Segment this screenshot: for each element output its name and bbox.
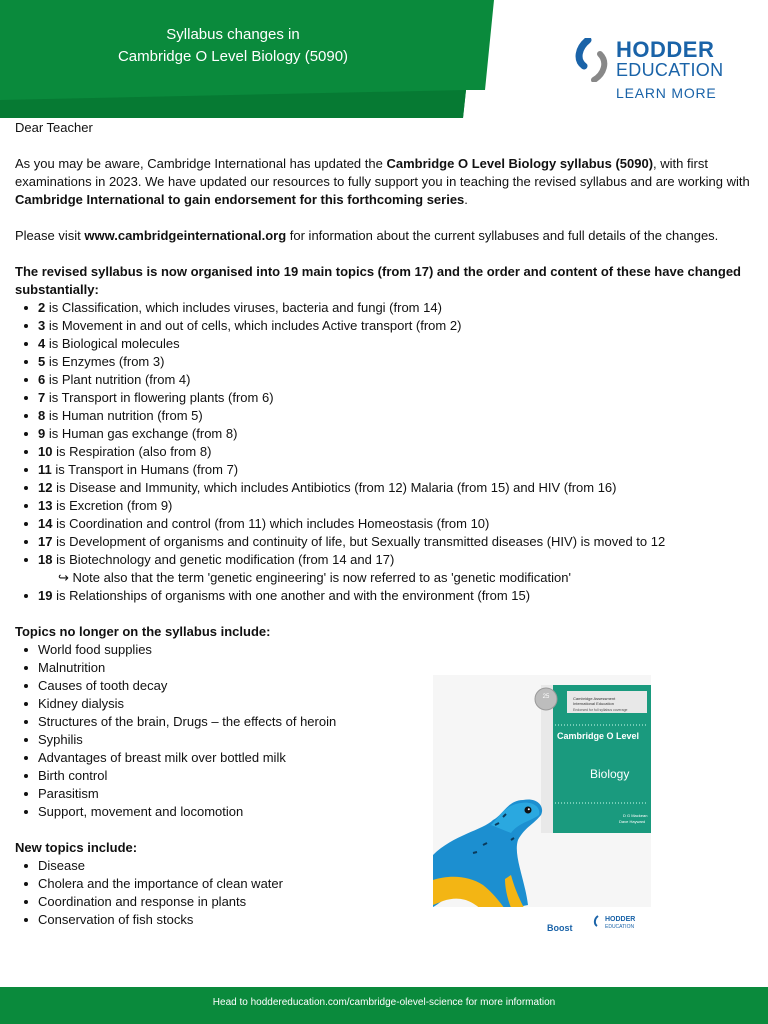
revised-heading: The revised syllabus is now organised into 19 main topics (from 17) and the order and content of these have changed substantially: bbox=[15, 264, 741, 297]
list-item: 10 is Respiration (also from 8) bbox=[15, 443, 755, 461]
footer-bar bbox=[0, 987, 768, 1024]
note-item: ↪ Note also that the term 'genetic engineering' is now referred to as 'genetic modification' bbox=[58, 570, 571, 585]
author-1: D G Mackean bbox=[623, 813, 648, 818]
footer-link[interactable]: Head to hoddereducation.com/cambridge-olevel-science for more information bbox=[212, 997, 556, 1008]
list-item: Birth control bbox=[15, 767, 755, 785]
endorsed-text: Endorsed for full syllabus coverage bbox=[573, 708, 628, 712]
website-link[interactable]: www.cambridgeinternational.org bbox=[84, 228, 287, 243]
list-item: 3 is Movement in and out of cells, which includes Active transport (from 2) bbox=[15, 317, 755, 335]
arrow-icon: ↪ bbox=[58, 570, 69, 585]
list-item: 8 is Human nutrition (from 5) bbox=[15, 407, 755, 425]
badge-text: 25 bbox=[542, 694, 550, 700]
title-line-2: Cambridge O Level Biology (5090) bbox=[117, 48, 349, 65]
list-item: 11 is Transport in Humans (from 7) bbox=[15, 461, 755, 479]
list-item: Conservation of fish stocks bbox=[15, 911, 755, 929]
book-publisher-2: EDUCATION bbox=[605, 924, 635, 930]
list-item: Malnutrition bbox=[15, 659, 755, 677]
list-item: Causes of tooth decay bbox=[15, 677, 755, 695]
list-item: 18 is Biotechnology and genetic modification (from 14 and 17) bbox=[15, 551, 755, 569]
list-item: 5 is Enzymes (from 3) bbox=[15, 353, 755, 371]
book-subject-title: Biology bbox=[590, 767, 630, 781]
list-item: 6 is Plant nutrition (from 4) bbox=[15, 371, 755, 389]
list-item: Advantages of breast milk over bottled milk bbox=[15, 749, 755, 767]
book-publisher-1: HODDER bbox=[605, 916, 636, 923]
logo-learn-more: LEARN MORE bbox=[616, 85, 717, 101]
visit-paragraph: Please visit www.cambridgeinternational.org for information about the current syllabuses and full details of the changes. bbox=[15, 228, 719, 243]
hodder-education-logo[interactable] bbox=[574, 38, 734, 104]
logo-word-hodder: HODDER bbox=[616, 37, 715, 62]
list-item: 12 is Disease and Immunity, which includes Antibiotics (from 12) Malaria (from 15) and HIV (from 16) bbox=[15, 479, 755, 497]
board-line-1: Cambridge Assessment bbox=[573, 696, 616, 701]
book-cover-graphic bbox=[433, 675, 651, 937]
list-item: World food supplies bbox=[15, 641, 755, 659]
salutation: Dear Teacher bbox=[15, 120, 93, 135]
list-item: 14 is Coordination and control (from 11) which includes Homeostasis (from 10) bbox=[15, 515, 755, 533]
list-item: 4 is Biological molecules bbox=[15, 335, 755, 353]
list-item: 9 is Human gas exchange (from 8) bbox=[15, 425, 755, 443]
page-title bbox=[0, 24, 466, 68]
list-item: Disease bbox=[15, 857, 755, 875]
list-item: Cholera and the importance of clean water bbox=[15, 875, 755, 893]
logo-word-education: EDUCATION bbox=[616, 60, 724, 80]
boost-logo-text: Boost bbox=[547, 923, 573, 933]
list-item: Syphilis bbox=[15, 731, 755, 749]
author-2: Dave Hayward bbox=[619, 819, 646, 824]
list-item: 2 is Classification, which includes viruses, bacteria and fungi (from 14) bbox=[15, 299, 755, 317]
hodder-logo-icon bbox=[574, 38, 612, 82]
title-line-1: Syllabus changes in bbox=[166, 26, 300, 43]
list-item: Coordination and response in plants bbox=[15, 893, 755, 911]
intro-paragraph: As you may be aware, Cambridge International has updated the Cambridge O Level Biology syllabus (5090), with first examinations in 2023. We have updated our resources to fully support you in teaching the revised syllabus and are working with Cambridge International to gain endorsement for this forthcoming series. bbox=[15, 156, 750, 207]
list-item: Parasitism bbox=[15, 785, 755, 803]
removed-heading: Topics no longer on the syllabus include: bbox=[15, 624, 271, 639]
list-item: 19 is Relationships of organisms with one another and with the environment (from 15) bbox=[15, 587, 755, 605]
book-cover-image[interactable] bbox=[433, 675, 651, 937]
list-item: 7 is Transport in flowering plants (from 6) bbox=[15, 389, 755, 407]
list-item: Structures of the brain, Drugs – the effects of heroin bbox=[15, 713, 755, 731]
new-topics-heading: New topics include: bbox=[15, 840, 138, 855]
revised-topics-list bbox=[15, 299, 755, 605]
list-item: 13 is Excretion (from 9) bbox=[15, 497, 755, 515]
list-item: Kidney dialysis bbox=[15, 695, 755, 713]
board-line-2: International Education bbox=[573, 701, 614, 706]
list-item: 17 is Development of organisms and continuity of life, but Sexually transmitted diseases (HIV) is moved to 12 bbox=[15, 533, 755, 551]
book-series-title: Cambridge O Level bbox=[557, 731, 640, 741]
list-item: Support, movement and locomotion bbox=[15, 803, 755, 821]
